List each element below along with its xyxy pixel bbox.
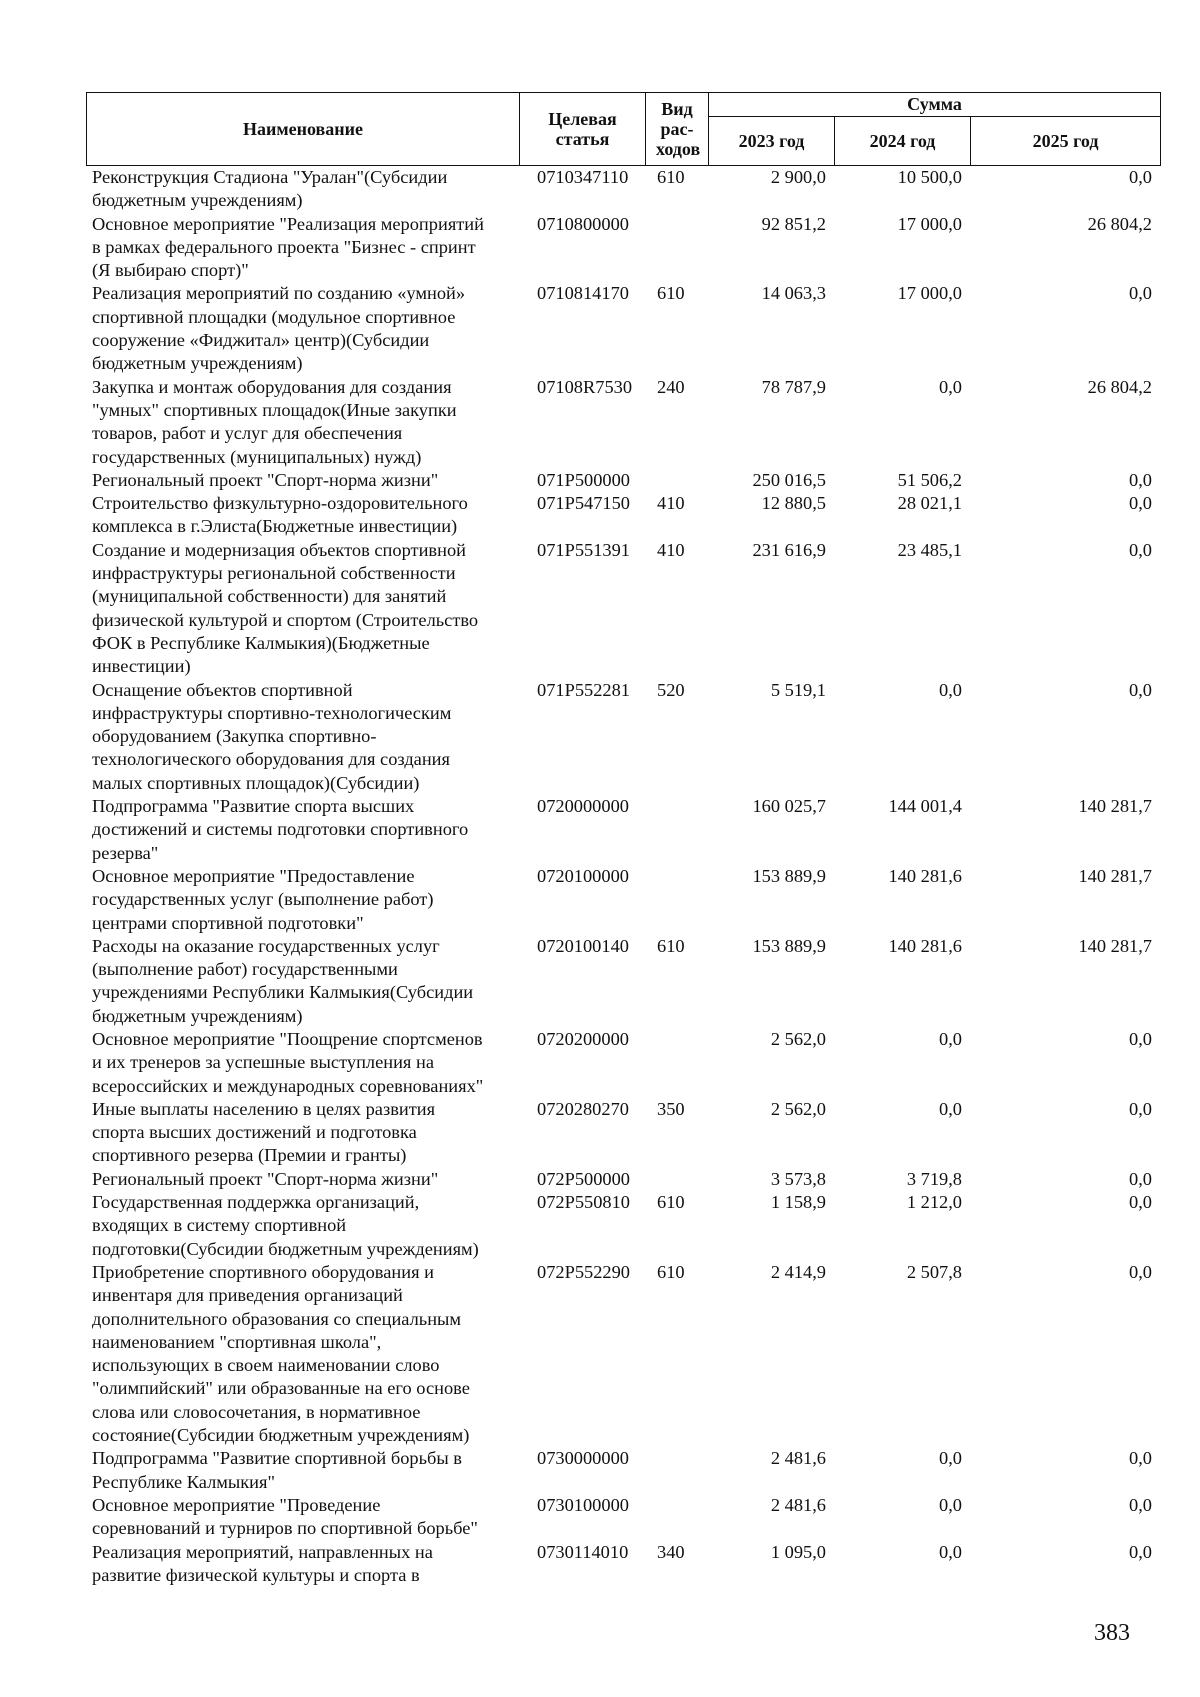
row-code: 072P552290 [537, 1261, 630, 1282]
row-name-line: достижений и системы подготовки спортивного [92, 819, 469, 840]
row-name-line: спортивной площадки (модульное спортивное [92, 306, 456, 327]
row-name-line: (муниципальной собственности) для занятий [92, 586, 447, 607]
row-code: 0720280270 [537, 1098, 629, 1119]
header-sum: Сумма [709, 93, 1161, 117]
table-row [86, 1098, 1160, 1168]
row-kind: 410 [657, 539, 685, 560]
row-name [86, 1028, 519, 1098]
row-code: 071P552281 [537, 679, 630, 700]
row-name-line: развитие физической культуры и спорта в [92, 1564, 420, 1585]
row-kind: 610 [657, 935, 685, 956]
header-2024: 2024 год [835, 116, 971, 165]
row-code: 0720100000 [537, 865, 629, 886]
row-2023: 2 414,9 [770, 1261, 826, 1282]
row-name-line: сооружение «Фиджитал» центр)(Субсидии [92, 330, 430, 351]
row-name-line: оборудованием (Закупка спортивно- [92, 726, 377, 747]
row-2023: 2 481,6 [770, 1448, 826, 1469]
row-name-line: бюджетным учреждениям) [92, 1005, 303, 1026]
row-name-line: государственных услуг (выполнение работ) [92, 889, 434, 910]
row-2024: 0,0 [939, 1448, 962, 1469]
row-2024: 2 507,8 [906, 1261, 962, 1282]
row-2024: 17 000,0 [897, 283, 962, 304]
row-2024: 0,0 [939, 679, 962, 700]
row-2024: 10 500,0 [897, 167, 962, 187]
row-name-line: Реконструкция Стадиона "Уралан"(Субсидии [92, 167, 448, 187]
row-kind: 610 [657, 283, 685, 304]
row-2024: 0,0 [939, 1494, 962, 1515]
row-name-line: физической культурой и спортом (Строительство [92, 609, 479, 630]
table-row [86, 1168, 1160, 1191]
row-2023: 2 562,0 [770, 1098, 826, 1119]
row-2023: 1 095,0 [770, 1541, 826, 1562]
row-code: 0730100000 [537, 1494, 629, 1515]
table-row [86, 679, 1160, 795]
row-name-line: товаров, работ и услуг для обеспечения [92, 423, 403, 444]
row-2023: 153 889,9 [752, 865, 826, 886]
table-row [86, 469, 1160, 492]
row-2025: 0,0 [1129, 1168, 1152, 1189]
row-name-line: входящих в систему спортивной [92, 1215, 347, 1236]
row-name-line: соревнований и турниров по спортивной борьбе" [92, 1518, 478, 1539]
row-kind [645, 1447, 708, 1494]
row-name [86, 1541, 519, 1588]
row-2023: 153 889,9 [752, 935, 826, 956]
row-name-line: бюджетным учреждениям) [92, 353, 303, 374]
row-name-line: в рамках федерального проекта "Бизнес - спринт [92, 236, 476, 257]
table-row [86, 282, 1160, 375]
row-2023: 250 016,5 [752, 469, 826, 490]
row-name-line: инфраструктуры спортивно-технологическим [92, 702, 452, 723]
row-kind [645, 469, 708, 492]
row-name-line: Республике Калмыкия" [92, 1471, 275, 1492]
row-name-line: резерва" [92, 842, 159, 863]
row-name [86, 935, 519, 1028]
table-row [86, 213, 1160, 283]
row-2023: 5 519,1 [770, 679, 826, 700]
row-name [86, 469, 519, 492]
table-row [86, 376, 1160, 469]
table-row [86, 492, 1160, 539]
row-code: 0720000000 [537, 796, 629, 817]
row-code: 07108R7530 [537, 376, 633, 397]
row-name-line: Региональный проект "Спорт-норма жизни" [92, 1168, 439, 1189]
row-2025: 0,0 [1129, 1448, 1152, 1469]
row-name-line: наименованием "спортивная школа", [92, 1331, 382, 1352]
row-2024: 28 021,1 [897, 493, 962, 514]
row-code: 0720200000 [537, 1028, 629, 1049]
row-name-line: всероссийских и международных соревнованиях" [92, 1075, 484, 1096]
row-name-line: (выполнение работ) государственными [92, 959, 398, 980]
row-2024: 0,0 [939, 376, 962, 397]
table-row [86, 1447, 1160, 1494]
row-name-line: инвестиции) [92, 656, 191, 677]
row-2025: 0,0 [1129, 493, 1152, 514]
row-name [86, 492, 519, 539]
table-row [86, 166, 1160, 213]
row-2025: 0,0 [1129, 679, 1152, 700]
row-name [86, 795, 519, 865]
row-name-line: подготовки(Субсидии бюджетным учреждениям) [92, 1238, 479, 1259]
row-name-line: технологического оборудования для создания [92, 749, 450, 770]
row-name-line: Подпрограмма "Развитие спортивной борьбы в [92, 1448, 462, 1469]
table-row [86, 1261, 1160, 1447]
row-kind: 410 [657, 493, 685, 514]
row-name [86, 213, 519, 283]
row-kind [645, 795, 708, 865]
row-name [86, 1494, 519, 1541]
row-name-line: Иные выплаты населению в целях развития [92, 1098, 436, 1119]
row-kind [645, 1494, 708, 1541]
row-code: 071P547150 [537, 493, 630, 514]
row-name [86, 376, 519, 469]
row-name-line: Подпрограмма "Развитие спорта высших [92, 796, 415, 817]
header-2025: 2025 год [971, 116, 1161, 165]
row-name-line: спорта высших достижений и подготовка [92, 1122, 417, 1143]
row-kind: 520 [657, 679, 685, 700]
row-name [86, 539, 519, 679]
table-row [86, 1191, 1160, 1261]
row-name-line: учреждениями Республики Калмыкия(Субсидии [92, 982, 474, 1003]
header-kind: Вид рас-ходов [646, 93, 709, 166]
row-2024: 0,0 [939, 1098, 962, 1119]
table-header [86, 92, 1161, 166]
row-kind: 610 [657, 1261, 685, 1282]
row-name-line: дополнительного образования со специальным [92, 1308, 462, 1329]
row-name-line: ФОК в Республике Калмыкия)(Бюджетные [92, 632, 430, 653]
row-2023: 2 562,0 [770, 1028, 826, 1049]
row-2023: 12 880,5 [761, 493, 826, 514]
row-2023: 2 900,0 [770, 167, 826, 187]
row-name [86, 1098, 519, 1168]
row-name-line: использующих в своем наименовании слово [92, 1355, 440, 1376]
row-kind: 610 [657, 1192, 685, 1213]
row-code: 071P500000 [537, 469, 630, 490]
row-kind [645, 1028, 708, 1098]
row-2025: 140 281,7 [1078, 935, 1152, 956]
row-name-line: Основное мероприятие "Поощрение спортсменов [92, 1028, 483, 1049]
row-2025: 0,0 [1129, 1192, 1152, 1213]
row-name-line: Расходы на оказание государственных услуг [92, 935, 440, 956]
row-2025: 0,0 [1129, 167, 1152, 187]
row-2023: 14 063,3 [761, 283, 826, 304]
row-name-line: Реализация мероприятий по созданию «умной» [92, 283, 466, 304]
row-name-line: бюджетным учреждениям) [92, 190, 303, 211]
table-row [86, 1494, 1160, 1541]
row-2025: 0,0 [1129, 1028, 1152, 1049]
row-kind: 340 [657, 1541, 685, 1562]
row-code: 0710800000 [537, 213, 629, 234]
row-code: 0730114010 [537, 1541, 629, 1562]
row-name-line: и их тренеров за успешные выступления на [92, 1052, 434, 1073]
row-2024: 3 719,8 [906, 1168, 962, 1189]
row-code: 071P551391 [537, 539, 630, 560]
row-name-line: инфраструктуры региональной собственности [92, 563, 456, 584]
row-kind: 240 [657, 376, 685, 397]
row-code: 072P500000 [537, 1168, 630, 1189]
row-2025: 26 804,2 [1087, 213, 1152, 234]
row-name-line: "умных" спортивных площадок(Иные закупки [92, 399, 457, 420]
row-name-line: Закупка и монтаж оборудования для создания [92, 376, 452, 397]
row-name [86, 282, 519, 375]
row-code: 0720100140 [537, 935, 629, 956]
row-name [86, 1168, 519, 1191]
row-kind: 610 [657, 167, 685, 187]
row-2023: 2 481,6 [770, 1494, 826, 1515]
table-row [86, 1541, 1160, 1588]
row-2024: 144 001,4 [888, 796, 962, 817]
row-code: 0710814170 [537, 283, 629, 304]
header-code: Целевая статья [520, 93, 646, 166]
row-name [86, 865, 519, 935]
row-name-line: (Я выбираю спорт)" [92, 260, 249, 281]
row-name-line: Оснащение объектов спортивной [92, 679, 353, 700]
row-2024: 0,0 [939, 1028, 962, 1049]
row-name-line: спортивного резерва (Премии и гранты) [92, 1145, 407, 1166]
table-row [86, 539, 1160, 679]
row-2024: 140 281,6 [888, 935, 962, 956]
header-name: Наименование [87, 93, 520, 166]
row-name [86, 166, 519, 213]
row-name-line: состояние(Субсидии бюджетным учреждениям) [92, 1425, 470, 1446]
table-row [86, 1028, 1160, 1098]
table-row [86, 865, 1160, 935]
row-2024: 17 000,0 [897, 213, 962, 234]
row-2025: 0,0 [1129, 539, 1152, 560]
row-2024: 140 281,6 [888, 865, 962, 886]
row-name-line: Создание и модернизация объектов спортивной [92, 539, 466, 560]
row-2025: 0,0 [1129, 1261, 1152, 1282]
row-2023: 78 787,9 [761, 376, 826, 397]
row-2023: 1 158,9 [770, 1192, 826, 1213]
row-2024: 51 506,2 [897, 469, 962, 490]
row-name-line: Приобретение спортивного оборудования и [92, 1261, 434, 1282]
row-name-line: Основное мероприятие "Проведение [92, 1494, 381, 1515]
row-name-line: малых спортивных площадок)(Субсидии) [92, 772, 420, 793]
row-name-line: комплекса в г.Элиста(Бюджетные инвестиции) [92, 516, 458, 537]
row-2024: 1 212,0 [906, 1192, 962, 1213]
row-name [86, 679, 519, 795]
row-2025: 0,0 [1129, 469, 1152, 490]
row-kind: 350 [657, 1098, 685, 1119]
row-name-line: "олимпийский" или образованные на его основе [92, 1378, 470, 1399]
row-kind [645, 1168, 708, 1191]
table-body [86, 166, 1160, 1587]
row-2024: 0,0 [939, 1541, 962, 1562]
row-2025: 0,0 [1129, 1098, 1152, 1119]
row-code: 0730000000 [537, 1448, 629, 1469]
row-name-line: Основное мероприятие "Реализация мероприятий [92, 213, 484, 234]
row-name-line: Государственная поддержка организаций, [92, 1192, 420, 1213]
row-code: 0710347110 [537, 167, 629, 187]
row-2025: 0,0 [1129, 283, 1152, 304]
row-name [86, 1191, 519, 1261]
row-2025: 140 281,7 [1078, 865, 1152, 886]
row-name-line: Реализация мероприятий, направленных на [92, 1541, 433, 1562]
budget-table [86, 166, 1160, 1587]
row-2023: 160 025,7 [752, 796, 826, 817]
table-row [86, 795, 1160, 865]
row-name [86, 1261, 519, 1447]
row-2025: 26 804,2 [1087, 376, 1152, 397]
row-kind [645, 865, 708, 935]
header-2023: 2023 год [709, 116, 835, 165]
row-kind [645, 213, 708, 283]
row-name-line: Основное мероприятие "Предоставление [92, 865, 415, 886]
row-name-line: слова или словосочетания, в нормативное [92, 1401, 421, 1422]
row-code: 072P550810 [537, 1192, 630, 1213]
row-name-line: государственных (муниципальных) нужд) [92, 446, 422, 467]
row-name [86, 1447, 519, 1494]
row-2025: 0,0 [1129, 1541, 1152, 1562]
page-number: 383 [1094, 1620, 1130, 1646]
row-2023: 3 573,8 [770, 1168, 826, 1189]
row-2025: 0,0 [1129, 1494, 1152, 1515]
row-name-line: Строительство физкультурно-оздоровительного [92, 493, 468, 514]
row-name-line: Региональный проект "Спорт-норма жизни" [92, 469, 439, 490]
row-2024: 23 485,1 [897, 539, 962, 560]
row-2025: 140 281,7 [1078, 796, 1152, 817]
row-2023: 92 851,2 [761, 213, 826, 234]
row-name-line: инвентаря для приведения организаций [92, 1285, 403, 1306]
row-name-line: центрами спортивной подготовки" [92, 912, 364, 933]
table-row [86, 935, 1160, 1028]
row-2023: 231 616,9 [752, 539, 826, 560]
